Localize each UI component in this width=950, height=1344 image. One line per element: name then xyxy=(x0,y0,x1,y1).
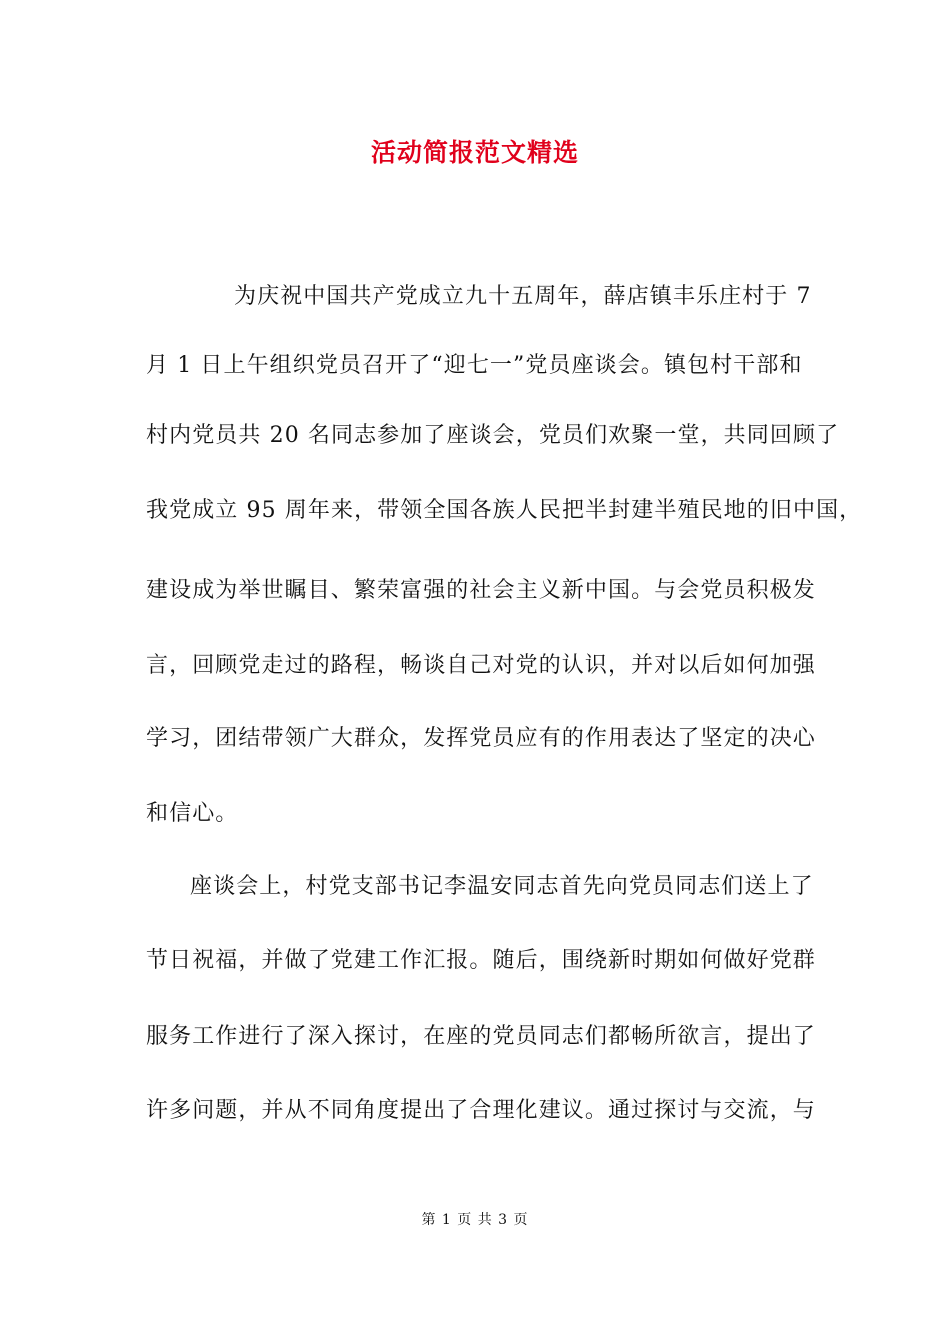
paragraph-2-line-2: 节日祝福，并做了党建工作汇报。随后，围绕新时期如何做好党群 xyxy=(146,948,816,973)
paragraph-1-line-5: 建设成为举世瞩目、繁荣富强的社会主义新中国。与会党员积极发 xyxy=(146,578,816,603)
paragraph-2-line-3: 服务工作进行了深入探讨，在座的党员同志们都畅所欲言，提出了 xyxy=(146,1024,816,1049)
paragraph-2-line-1: 座谈会上，村党支部书记李温安同志首先向党员同志们送上了 xyxy=(190,874,814,899)
paragraph-1-line-2: 月 1 日上午组织党员召开了“迎七一”党员座谈会。镇包村干部和 xyxy=(146,353,803,378)
document-title: 活动简报范文精选 xyxy=(370,138,579,167)
paragraph-1-line-1: 为庆祝中国共产党成立九十五周年，薛店镇丰乐庄村于 7 xyxy=(234,284,812,309)
paragraph-1-line-7: 学习，团结带领广大群众，发挥党员应有的作用表达了坚定的决心 xyxy=(146,726,816,751)
paragraph-1-line-3: 村内党员共 20 名同志参加了座谈会，党员们欢聚一堂，共同回顾了 xyxy=(146,423,840,448)
paragraph-1-line-8: 和信心。 xyxy=(146,801,239,826)
paragraph-1-line-6: 言，回顾党走过的路程，畅谈自己对党的认识，并对以后如何加强 xyxy=(146,653,816,678)
paragraph-1-line-4: 我党成立 95 周年来，带领全国各族人民把半封建半殖民地的旧中国， xyxy=(146,498,863,523)
page-number-footer: 第 1 页 共 3 页 xyxy=(421,1212,529,1228)
paragraph-2-line-4: 许多问题，并从不同角度提出了合理化建议。通过探讨与交流，与 xyxy=(146,1098,816,1123)
